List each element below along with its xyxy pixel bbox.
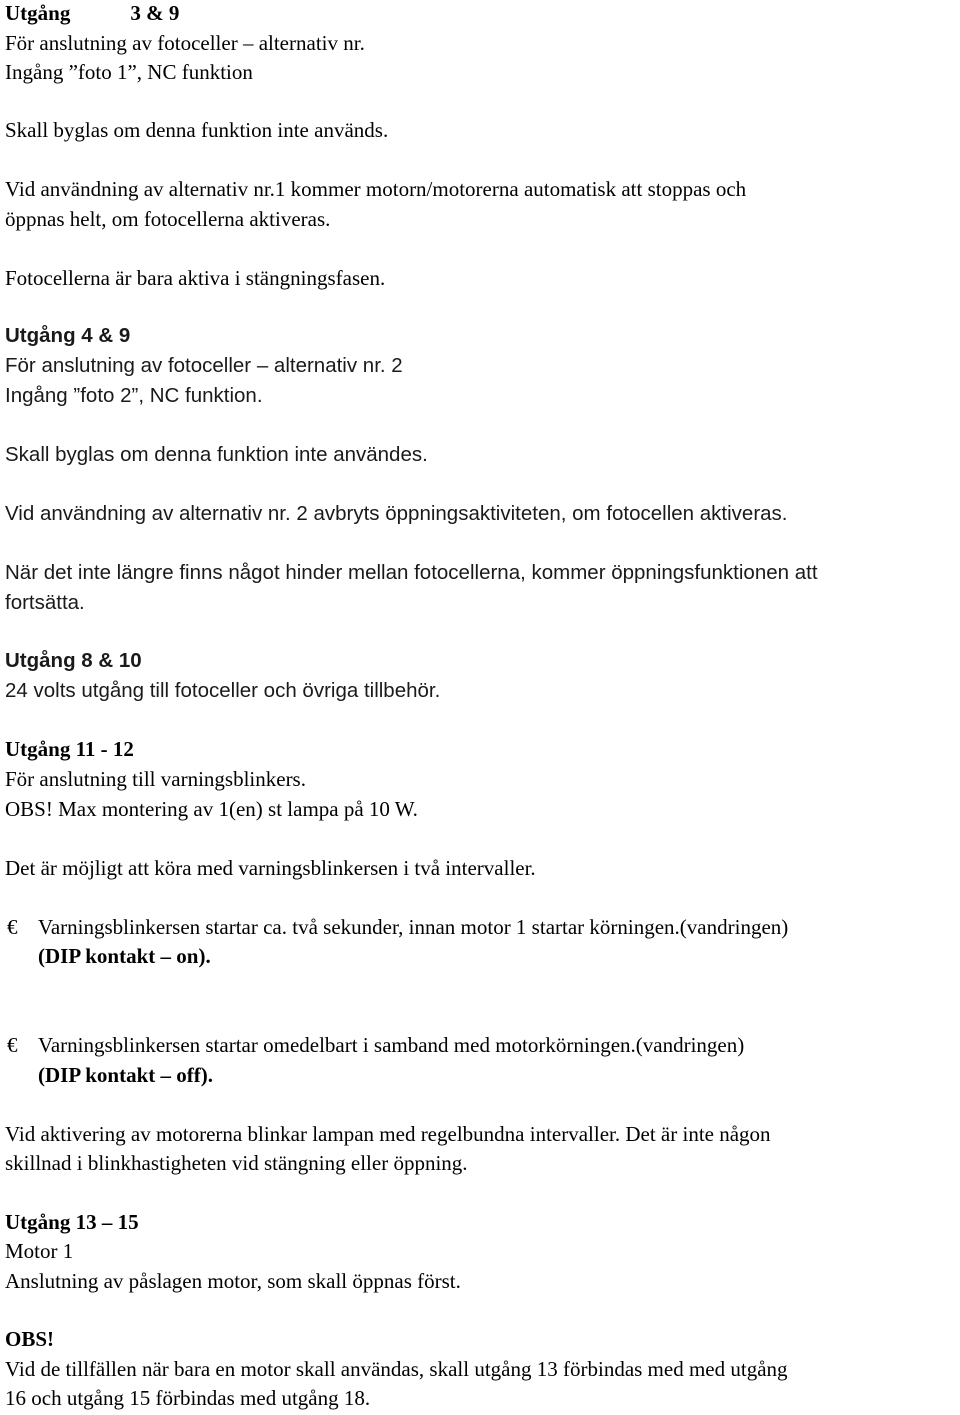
section2-line6: fortsätta. (5, 591, 85, 614)
section1-heading-label: Utgång (5, 1, 71, 25)
bullet1-line1: Varningsblinkersen startar ca. två sekunder, innan motor 1 startar körningen.(vandringen) (38, 915, 789, 939)
bullet2-line2: (DIP kontakt – off). (38, 1063, 214, 1087)
section1-line2: Ingång ”foto 1”, NC funktion (5, 60, 253, 84)
bullet2-marker: € (7, 1033, 18, 1057)
section2-line3: Skall byglas om denna funktion inte användes. (5, 443, 428, 466)
section5-line4: 16 och utgång 15 förbindas med utgång 18. (5, 1386, 371, 1410)
section1-line1: För anslutning av fotoceller – alternativ nr. (5, 31, 365, 55)
section5-line1: Motor 1 (5, 1239, 74, 1263)
section1-line4: Vid användning av alternativ nr.1 kommer motorn/motorerna automatisk att stoppas och (5, 177, 747, 201)
section2-line1: För anslutning av fotoceller – alternativ nr. 2 (5, 354, 403, 377)
section4-line2: OBS! Max montering av 1(en) st lampa på 10 W. (5, 797, 418, 821)
section1-line6: Fotocellerna är bara aktiva i stängningsfasen. (5, 266, 386, 290)
section1-heading (5, 0, 179, 26)
section2-line2: Ingång ”foto 2”, NC funktion. (5, 384, 263, 407)
section4-line3: Det är möjligt att köra med varningsblinkersen i två intervaller. (5, 856, 536, 880)
bullet1-marker: € (7, 915, 18, 939)
section1-heading-number: 3 & 9 (130, 1, 180, 25)
section4-line5: skillnad i blinkhastigheten vid stängning eller öppning. (5, 1151, 468, 1175)
section5-line2: Anslutning av påslagen motor, som skall öppnas först. (5, 1269, 461, 1293)
section2-line5: När det inte längre finns något hinder mellan fotocellerna, kommer öppningsfunktionen att (5, 561, 818, 584)
section1-line5: öppnas helt, om fotocellerna aktiveras. (5, 207, 331, 231)
section4-line4: Vid aktivering av motorerna blinkar lampan med regelbundna intervaller. Det är inte någon (5, 1122, 771, 1146)
section3-heading: Utgång 8 & 10 (5, 649, 142, 672)
section4-heading: Utgång 11 - 12 (5, 737, 134, 761)
section1-line3: Skall byglas om denna funktion inte används. (5, 118, 389, 142)
section5-obs: OBS! (5, 1327, 55, 1351)
section2-line4: Vid användning av alternativ nr. 2 avbryts öppningsaktiviteten, om fotocellen aktiveras. (5, 502, 788, 525)
section4-line1: För anslutning till varningsblinkers. (5, 767, 306, 791)
bullet1-line2: (DIP kontakt – on). (38, 944, 211, 968)
section2-heading: Utgång 4 & 9 (5, 324, 131, 347)
section5-line3: Vid de tillfällen när bara en motor skall användas, skall utgång 13 förbindas med med utgång (5, 1357, 788, 1381)
section3-line1: 24 volts utgång till fotoceller och övriga tillbehör. (5, 679, 441, 702)
bullet2-line1: Varningsblinkersen startar omedelbart i samband med motorkörningen.(vandringen) (38, 1033, 745, 1057)
section5-heading: Utgång 13 – 15 (5, 1210, 139, 1234)
